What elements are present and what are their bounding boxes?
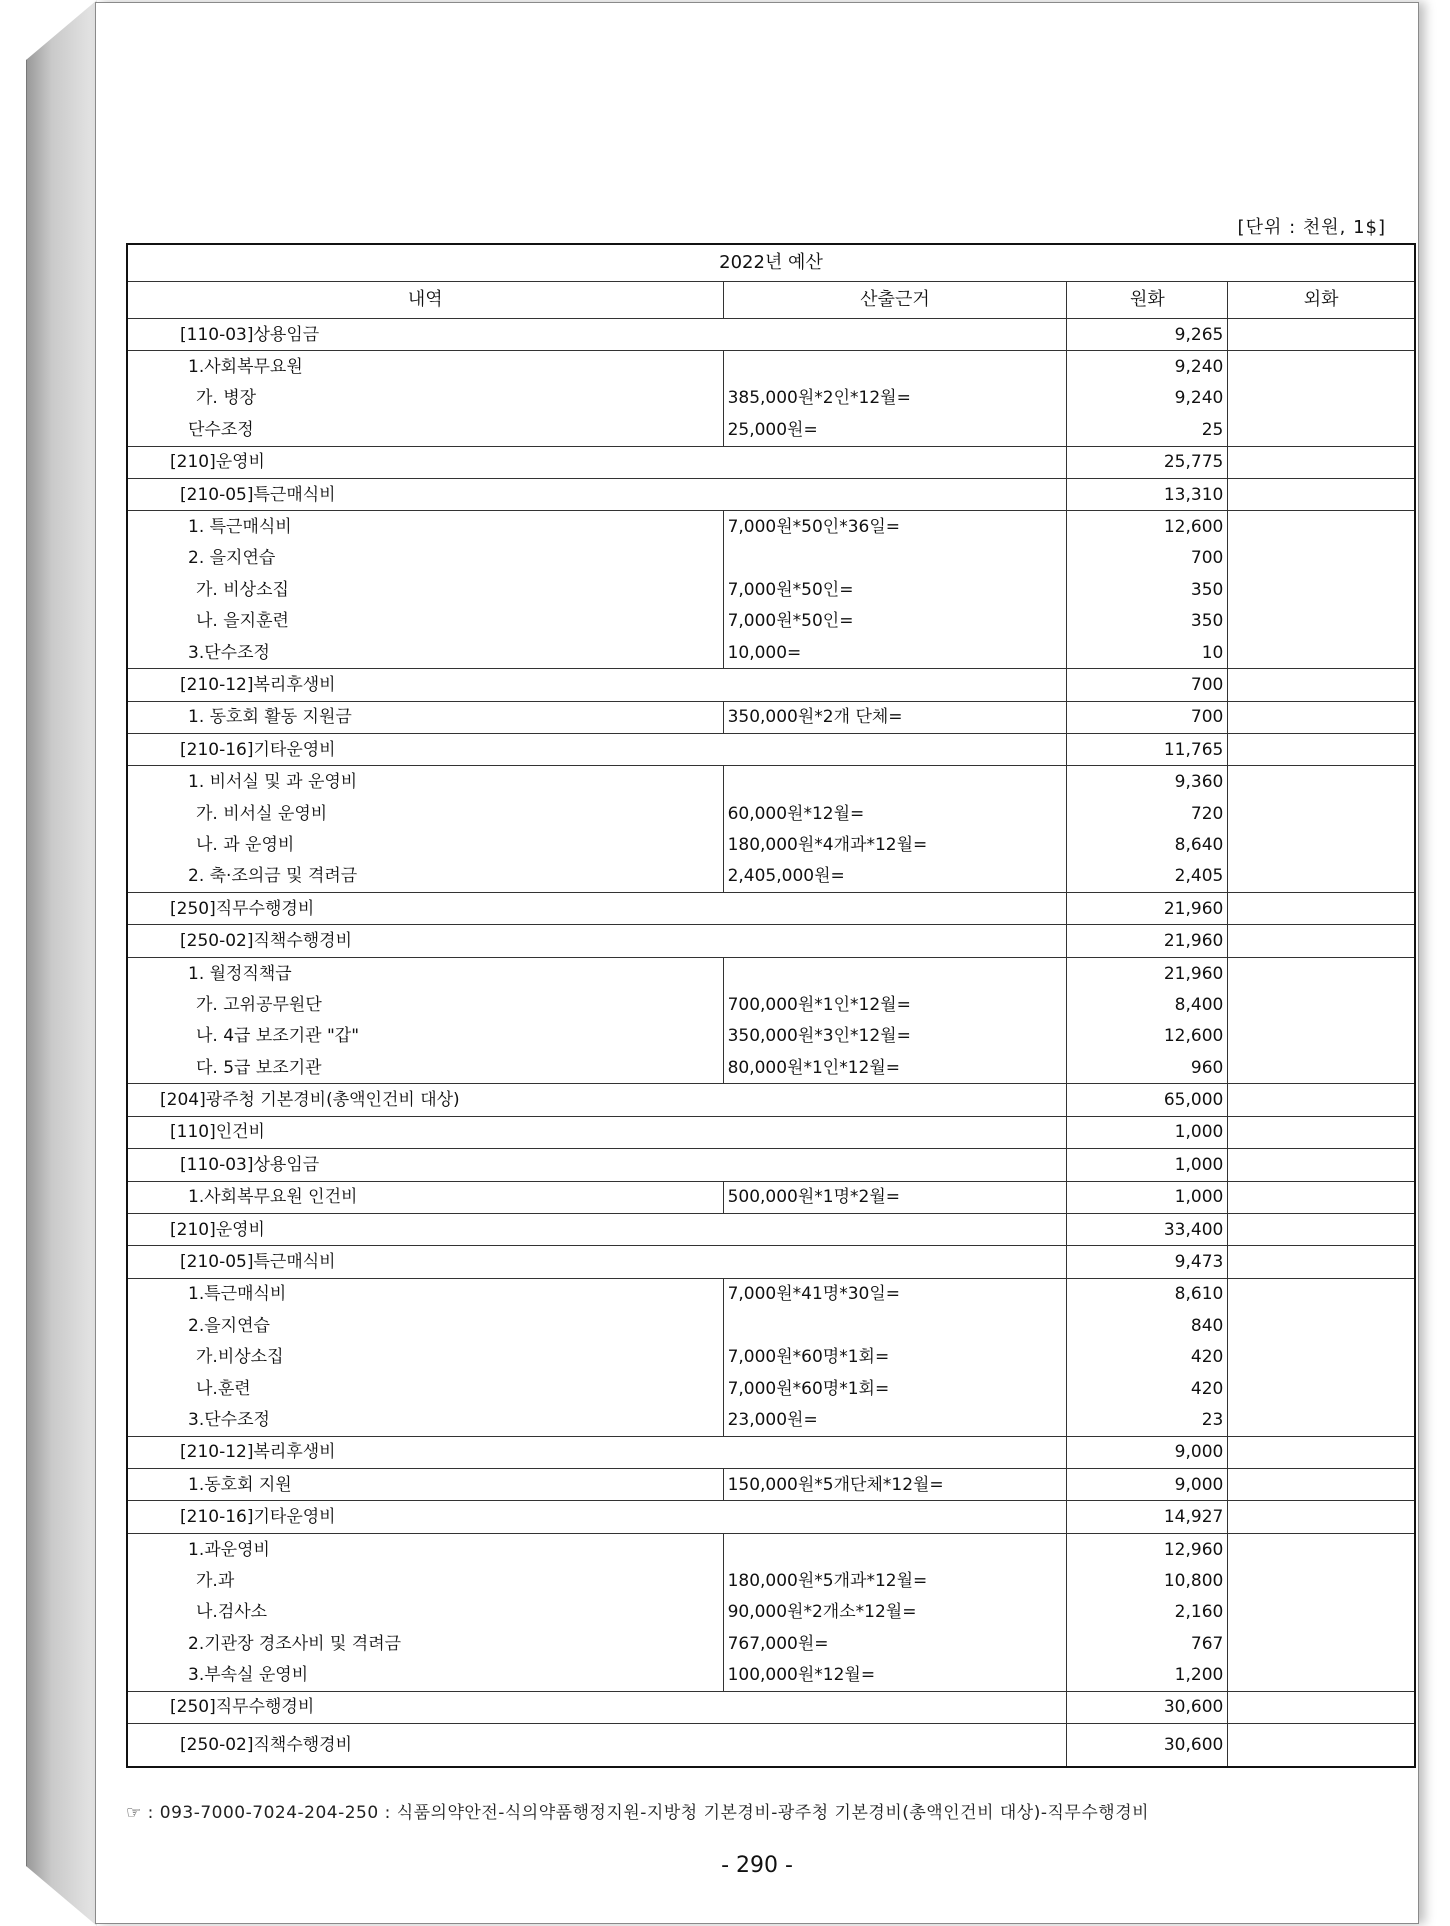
row-krw-amount: 11,765 xyxy=(1067,734,1228,766)
row-description: 1. 특근매식비 xyxy=(127,511,723,543)
row-foreign-amount xyxy=(1228,414,1415,446)
table-row xyxy=(127,351,1415,383)
row-basis: 7,000원*60명*1회= xyxy=(723,1342,1067,1373)
row-krw-amount: 767 xyxy=(1067,1628,1228,1659)
row-description: 2.기관장 경조사비 및 격려금 xyxy=(127,1628,723,1659)
row-description: 1.사회복무요원 인건비 xyxy=(127,1181,723,1213)
row-krw-amount: 12,600 xyxy=(1067,511,1228,543)
row-krw-amount: 65,000 xyxy=(1067,1084,1228,1116)
header-description: 내역 xyxy=(127,282,723,319)
row-foreign-amount xyxy=(1228,957,1415,989)
row-krw-amount: 12,600 xyxy=(1067,1021,1228,1052)
row-foreign-amount xyxy=(1228,1691,1415,1723)
row-foreign-amount xyxy=(1228,989,1415,1020)
row-foreign-amount xyxy=(1228,1213,1415,1245)
table-row xyxy=(127,1469,1415,1501)
row-foreign-amount xyxy=(1228,861,1415,893)
row-krw-amount: 2,405 xyxy=(1067,861,1228,893)
table-row xyxy=(127,1501,1415,1533)
table-row xyxy=(127,1373,1415,1404)
table-row xyxy=(127,574,1415,605)
table-row xyxy=(127,606,1415,637)
row-krw-amount: 10 xyxy=(1067,637,1228,669)
table-row xyxy=(127,1052,1415,1084)
table-row xyxy=(127,1342,1415,1373)
row-description: 다. 5급 보조기관 xyxy=(127,1052,723,1084)
table-row xyxy=(127,1021,1415,1052)
table-row xyxy=(127,1310,1415,1341)
table-row xyxy=(127,1149,1415,1181)
row-basis: 7,000원*50인= xyxy=(723,574,1067,605)
table-row xyxy=(127,1597,1415,1628)
table-row xyxy=(127,383,1415,414)
row-basis: 180,000원*5개과*12월= xyxy=(723,1565,1067,1596)
page-number: - 290 - xyxy=(721,1853,793,1878)
row-basis: 60,000원*12월= xyxy=(723,798,1067,829)
row-basis: 7,000원*50인*36일= xyxy=(723,511,1067,543)
row-krw-amount: 9,360 xyxy=(1067,766,1228,798)
table-row xyxy=(127,1278,1415,1310)
row-foreign-amount xyxy=(1228,925,1415,957)
row-description: [210-16]기타운영비 xyxy=(127,734,1067,766)
row-foreign-amount xyxy=(1228,574,1415,605)
table-row xyxy=(127,1533,1415,1565)
row-foreign-amount xyxy=(1228,734,1415,766)
row-description: 3.단수조정 xyxy=(127,637,723,669)
row-description: [210-05]특근매식비 xyxy=(127,478,1067,510)
table-title: 2022년 예산 xyxy=(127,244,1415,282)
row-krw-amount: 8,610 xyxy=(1067,1278,1228,1310)
row-foreign-amount xyxy=(1228,1565,1415,1596)
row-foreign-amount xyxy=(1228,893,1415,925)
row-description: [110-03]상용임금 xyxy=(127,1149,1067,1181)
row-foreign-amount xyxy=(1228,1373,1415,1404)
table-row xyxy=(127,1213,1415,1245)
header-basis: 산출근거 xyxy=(723,282,1067,319)
row-krw-amount: 12,960 xyxy=(1067,1533,1228,1565)
row-basis xyxy=(723,957,1067,989)
header-krw: 원화 xyxy=(1067,282,1228,319)
row-description: [210]운영비 xyxy=(127,1213,1067,1245)
row-description: 2. 축·조의금 및 격려금 xyxy=(127,861,723,893)
row-krw-amount: 2,160 xyxy=(1067,1597,1228,1628)
row-foreign-amount xyxy=(1228,1246,1415,1278)
row-description: 2.을지연습 xyxy=(127,1310,723,1341)
row-foreign-amount xyxy=(1228,701,1415,733)
row-foreign-amount xyxy=(1228,669,1415,701)
row-description: 1. 동호회 활동 지원금 xyxy=(127,701,723,733)
row-description: 나.훈련 xyxy=(127,1373,723,1404)
row-krw-amount: 13,310 xyxy=(1067,478,1228,510)
row-description: 나.검사소 xyxy=(127,1597,723,1628)
table-row xyxy=(127,543,1415,574)
row-krw-amount: 420 xyxy=(1067,1342,1228,1373)
row-description: [250-02]직책수행경비 xyxy=(127,925,1067,957)
row-basis: 350,000원*3인*12월= xyxy=(723,1021,1067,1052)
row-krw-amount: 9,240 xyxy=(1067,351,1228,383)
row-foreign-amount xyxy=(1228,1342,1415,1373)
row-krw-amount: 21,960 xyxy=(1067,925,1228,957)
row-basis xyxy=(723,351,1067,383)
table-row xyxy=(127,1181,1415,1213)
row-foreign-amount xyxy=(1228,1278,1415,1310)
row-krw-amount: 9,000 xyxy=(1067,1436,1228,1468)
row-foreign-amount xyxy=(1228,1021,1415,1052)
row-description: 나. 4급 보조기관 "갑" xyxy=(127,1021,723,1052)
row-foreign-amount xyxy=(1228,1628,1415,1659)
row-basis xyxy=(723,766,1067,798)
row-basis: 7,000원*50인= xyxy=(723,606,1067,637)
table-row xyxy=(127,414,1415,446)
table-row xyxy=(127,319,1415,351)
row-basis: 7,000원*60명*1회= xyxy=(723,1373,1067,1404)
row-foreign-amount xyxy=(1228,1404,1415,1436)
row-foreign-amount xyxy=(1228,766,1415,798)
row-foreign-amount xyxy=(1228,383,1415,414)
row-krw-amount: 350 xyxy=(1067,606,1228,637)
row-description: 가.과 xyxy=(127,1565,723,1596)
table-row xyxy=(127,766,1415,798)
row-foreign-amount xyxy=(1228,1659,1415,1691)
row-basis: 10,000= xyxy=(723,637,1067,669)
row-description: [250]직무수행경비 xyxy=(127,893,1067,925)
row-description: 1.과운영비 xyxy=(127,1533,723,1565)
row-basis: 700,000원*1인*12월= xyxy=(723,989,1067,1020)
table-row xyxy=(127,1628,1415,1659)
row-description: 1. 비서실 및 과 운영비 xyxy=(127,766,723,798)
table-row xyxy=(127,861,1415,893)
row-foreign-amount xyxy=(1228,1724,1415,1768)
row-krw-amount: 720 xyxy=(1067,798,1228,829)
row-description: [204]광주청 기본경비(총액인건비 대상) xyxy=(127,1084,1067,1116)
table-row xyxy=(127,734,1415,766)
row-foreign-amount xyxy=(1228,1181,1415,1213)
row-foreign-amount xyxy=(1228,351,1415,383)
row-description: 나. 을지훈련 xyxy=(127,606,723,637)
row-krw-amount: 9,265 xyxy=(1067,319,1228,351)
row-description: [250-02]직책수행경비 xyxy=(127,1724,1067,1768)
row-basis: 385,000원*2인*12월= xyxy=(723,383,1067,414)
table-row xyxy=(127,1246,1415,1278)
table-row xyxy=(127,1659,1415,1691)
row-krw-amount: 21,960 xyxy=(1067,957,1228,989)
row-description: [110]인건비 xyxy=(127,1116,1067,1148)
row-foreign-amount xyxy=(1228,446,1415,478)
row-basis: 90,000원*2개소*12월= xyxy=(723,1597,1067,1628)
row-description: 가. 병장 xyxy=(127,383,723,414)
table-row xyxy=(127,829,1415,860)
row-foreign-amount xyxy=(1228,543,1415,574)
row-description: 가.비상소집 xyxy=(127,1342,723,1373)
row-krw-amount: 700 xyxy=(1067,543,1228,574)
table-row xyxy=(127,478,1415,510)
table-row xyxy=(127,798,1415,829)
row-krw-amount: 8,640 xyxy=(1067,829,1228,860)
row-krw-amount: 10,800 xyxy=(1067,1565,1228,1596)
table-row xyxy=(127,893,1415,925)
row-description: [210]운영비 xyxy=(127,446,1067,478)
row-krw-amount: 700 xyxy=(1067,669,1228,701)
row-description: 가. 비상소집 xyxy=(127,574,723,605)
row-description: 나. 과 운영비 xyxy=(127,829,723,860)
row-basis xyxy=(723,1310,1067,1341)
row-basis: 500,000원*1명*2월= xyxy=(723,1181,1067,1213)
document-page xyxy=(95,2,1419,1924)
row-krw-amount: 700 xyxy=(1067,701,1228,733)
row-krw-amount: 1,000 xyxy=(1067,1116,1228,1148)
row-description: 가. 비서실 운영비 xyxy=(127,798,723,829)
row-krw-amount: 840 xyxy=(1067,1310,1228,1341)
row-foreign-amount xyxy=(1228,1597,1415,1628)
row-krw-amount: 1,200 xyxy=(1067,1659,1228,1691)
row-basis: 7,000원*41명*30일= xyxy=(723,1278,1067,1310)
row-foreign-amount xyxy=(1228,1501,1415,1533)
row-krw-amount: 420 xyxy=(1067,1373,1228,1404)
row-krw-amount: 9,240 xyxy=(1067,383,1228,414)
table-row xyxy=(127,1724,1415,1768)
row-basis: 100,000원*12월= xyxy=(723,1659,1067,1691)
row-foreign-amount xyxy=(1228,637,1415,669)
row-foreign-amount xyxy=(1228,1436,1415,1468)
table-row xyxy=(127,1404,1415,1436)
table-row xyxy=(127,669,1415,701)
row-description: 3.단수조정 xyxy=(127,1404,723,1436)
row-description: [210-12]복리후생비 xyxy=(127,1436,1067,1468)
row-basis: 180,000원*4개과*12월= xyxy=(723,829,1067,860)
book-spine xyxy=(26,0,97,1926)
row-description: 1. 월정직책급 xyxy=(127,957,723,989)
row-description: 1.동호회 지원 xyxy=(127,1469,723,1501)
row-foreign-amount xyxy=(1228,511,1415,543)
row-foreign-amount xyxy=(1228,1310,1415,1341)
header-foreign: 외화 xyxy=(1228,282,1415,319)
row-foreign-amount xyxy=(1228,319,1415,351)
row-krw-amount: 1,000 xyxy=(1067,1149,1228,1181)
row-basis: 150,000원*5개단체*12월= xyxy=(723,1469,1067,1501)
row-krw-amount: 33,400 xyxy=(1067,1213,1228,1245)
row-description: 가. 고위공무원단 xyxy=(127,989,723,1020)
row-krw-amount: 30,600 xyxy=(1067,1691,1228,1723)
row-krw-amount: 25 xyxy=(1067,414,1228,446)
row-basis xyxy=(723,543,1067,574)
table-row xyxy=(127,1565,1415,1596)
row-krw-amount: 1,000 xyxy=(1067,1181,1228,1213)
row-foreign-amount xyxy=(1228,1533,1415,1565)
row-krw-amount: 23 xyxy=(1067,1404,1228,1436)
table-row xyxy=(127,511,1415,543)
row-krw-amount: 960 xyxy=(1067,1052,1228,1084)
row-krw-amount: 9,473 xyxy=(1067,1246,1228,1278)
row-basis: 80,000원*1인*12월= xyxy=(723,1052,1067,1084)
row-basis: 2,405,000원= xyxy=(723,861,1067,893)
row-description: [250]직무수행경비 xyxy=(127,1691,1067,1723)
table-row xyxy=(127,446,1415,478)
budget-table-body xyxy=(127,319,1415,1768)
account-code-note: ☞ : 093-7000-7024-204-250 : 식품의약안전-식의약품행정지원-지방청 기본경비-광주청 기본경비(총액인건비 대상)-직무수행경비 xyxy=(126,1803,1150,1823)
row-description: 1.특근매식비 xyxy=(127,1278,723,1310)
unit-label: [단위 : 천원, 1$] xyxy=(1237,217,1386,238)
row-krw-amount: 350 xyxy=(1067,574,1228,605)
row-foreign-amount xyxy=(1228,606,1415,637)
table-row xyxy=(127,989,1415,1020)
row-foreign-amount xyxy=(1228,829,1415,860)
row-krw-amount: 25,775 xyxy=(1067,446,1228,478)
table-row xyxy=(127,1084,1415,1116)
row-foreign-amount xyxy=(1228,1052,1415,1084)
budget-table xyxy=(126,243,1416,1768)
row-foreign-amount xyxy=(1228,1116,1415,1148)
table-row xyxy=(127,1691,1415,1723)
row-description: [210-12]복리후생비 xyxy=(127,669,1067,701)
row-description: [210-16]기타운영비 xyxy=(127,1501,1067,1533)
row-description: 3.부속실 운영비 xyxy=(127,1659,723,1691)
row-krw-amount: 14,927 xyxy=(1067,1501,1228,1533)
row-foreign-amount xyxy=(1228,478,1415,510)
row-foreign-amount xyxy=(1228,798,1415,829)
row-basis: 23,000원= xyxy=(723,1404,1067,1436)
row-foreign-amount xyxy=(1228,1149,1415,1181)
row-description: [110-03]상용임금 xyxy=(127,319,1067,351)
row-description: [210-05]특근매식비 xyxy=(127,1246,1067,1278)
row-foreign-amount xyxy=(1228,1084,1415,1116)
row-basis: 767,000원= xyxy=(723,1628,1067,1659)
table-row xyxy=(127,701,1415,733)
row-foreign-amount xyxy=(1228,1469,1415,1501)
table-row xyxy=(127,957,1415,989)
row-description: 2. 을지연습 xyxy=(127,543,723,574)
table-row xyxy=(127,637,1415,669)
table-row xyxy=(127,1116,1415,1148)
table-row xyxy=(127,925,1415,957)
row-krw-amount: 21,960 xyxy=(1067,893,1228,925)
row-basis xyxy=(723,1533,1067,1565)
row-description: 1.사회복무요원 xyxy=(127,351,723,383)
row-basis: 350,000원*2개 단체= xyxy=(723,701,1067,733)
row-basis: 25,000원= xyxy=(723,414,1067,446)
row-krw-amount: 30,600 xyxy=(1067,1724,1228,1768)
table-row xyxy=(127,1436,1415,1468)
row-krw-amount: 8,400 xyxy=(1067,989,1228,1020)
row-description: 단수조정 xyxy=(127,414,723,446)
row-krw-amount: 9,000 xyxy=(1067,1469,1228,1501)
